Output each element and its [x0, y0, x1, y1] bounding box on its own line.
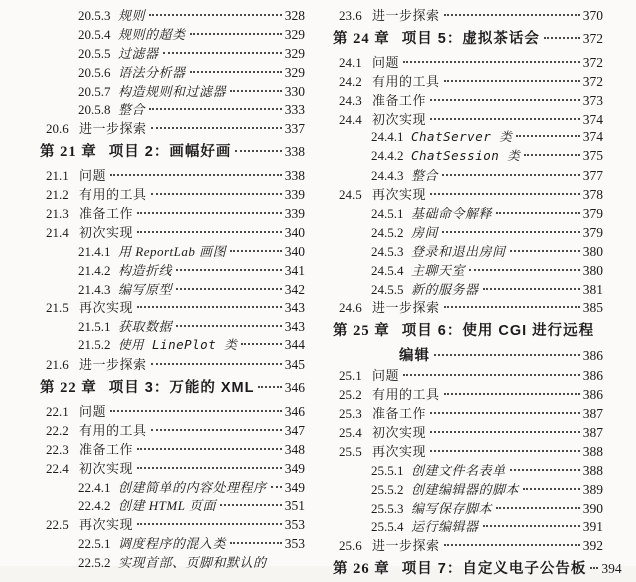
page-number: 372: [582, 54, 603, 70]
toc-entry: [333, 316, 603, 344]
entry-title: 初次实现: [79, 460, 134, 476]
page-number: 378: [582, 187, 603, 203]
entry-number: 25.3: [339, 406, 362, 422]
page-number: 338: [284, 168, 305, 184]
toc-entry: [333, 260, 603, 279]
entry-title: 新的服务器: [411, 281, 479, 297]
entry-title: 有用的工具: [79, 187, 147, 203]
entry-number: 24.5.1: [371, 206, 404, 222]
leader-dots: [523, 488, 580, 490]
page-number: 347: [284, 422, 305, 438]
entry-number: 21.5.1: [78, 319, 111, 335]
toc-entry: [333, 403, 603, 422]
toc-entry: [333, 222, 603, 241]
leader-dots: [442, 231, 580, 233]
leader-dots: [137, 212, 282, 214]
page-number: 391: [582, 519, 603, 535]
entry-number: 20.5.4: [78, 26, 111, 42]
leader-dots: [510, 250, 580, 252]
entry-title: 编写原型: [118, 281, 173, 297]
entry-title: 再次实现: [79, 300, 134, 316]
page-number: 342: [284, 281, 305, 297]
entry-title: 使用 LinePlot 类: [118, 337, 238, 353]
toc-entry: [333, 422, 603, 441]
toc-entry: [333, 344, 603, 365]
page-number: 385: [582, 300, 603, 316]
entry-title: 进一步探索: [372, 300, 440, 316]
entry-title: 整合: [411, 168, 439, 184]
toc-entry: [333, 146, 603, 165]
toc-entry: [40, 5, 305, 24]
toc-entry: [40, 316, 305, 335]
toc-entry: [40, 99, 305, 118]
leader-dots: [483, 525, 580, 527]
toc-entry: [333, 479, 603, 498]
page-number: 338: [284, 144, 305, 160]
entry-number: 24.5.5: [371, 281, 404, 297]
toc-entry: [333, 554, 622, 582]
entry-number: 22.4.2: [78, 498, 111, 514]
entry-number: 22.1: [46, 404, 69, 420]
entry-title: 准备工作: [79, 206, 134, 222]
leader-dots: [151, 429, 282, 431]
leader-dots: [403, 61, 580, 63]
entry-number: 25.5.2: [371, 481, 404, 497]
page-number: 388: [582, 462, 603, 478]
page-number: 379: [582, 206, 603, 222]
page-number: 386: [582, 348, 603, 364]
page-number: 330: [284, 83, 305, 99]
toc-entry: [333, 498, 603, 517]
entry-title: 再次实现: [372, 187, 427, 203]
leader-dots: [434, 354, 580, 356]
entry-number: 25.5.3: [371, 500, 404, 516]
leader-dots: [137, 523, 282, 525]
toc-entry: [333, 52, 603, 71]
leader-dots: [149, 14, 282, 16]
entry-number: 20.5.8: [78, 102, 111, 118]
leader-dots: [163, 52, 282, 54]
entry-number: 21.5: [46, 300, 69, 316]
entry-number: 22.3: [46, 441, 69, 457]
toc-entry: [333, 279, 603, 298]
leader-dots: [241, 343, 281, 345]
toc-entry: [40, 222, 305, 241]
entry-number: 第 21 章: [40, 144, 97, 161]
toc-entry: [40, 184, 305, 203]
leader-dots: [430, 118, 580, 120]
entry-number: 25.6: [339, 538, 362, 554]
entry-title: 房间: [411, 224, 439, 240]
leader-dots: [176, 325, 282, 327]
entry-title: 有用的工具: [79, 422, 147, 438]
leader-dots: [544, 37, 580, 39]
entry-title: 进一步探索: [372, 538, 440, 554]
entry-number: 24.2: [339, 73, 362, 89]
leader-dots: [230, 90, 282, 92]
page-number: 389: [582, 481, 603, 497]
toc-entry: [40, 43, 305, 62]
leader-dots: [190, 33, 282, 35]
leader-dots: [190, 71, 282, 73]
toc-entry: [333, 516, 603, 535]
entry-title: 进一步探索: [79, 121, 147, 137]
toc-entry: [333, 384, 603, 403]
leader-dots: [430, 193, 580, 195]
toc-entry: [40, 495, 305, 514]
entry-number: 22.5.1: [78, 536, 111, 552]
entry-title: 项目 5：虚拟茶话会: [401, 30, 540, 47]
entry-title: 准备工作: [372, 406, 427, 422]
entry-title: 实现首部、页脚和默认的: [118, 555, 267, 571]
entry-title: 主聊天室: [411, 262, 466, 278]
toc-entry: [333, 241, 603, 260]
leader-dots: [444, 80, 580, 82]
page-number: 344: [284, 337, 305, 353]
toc-entry: [333, 460, 603, 479]
toc-entry: [333, 165, 603, 184]
toc-entry: [40, 420, 305, 439]
leader-dots: [483, 288, 580, 290]
page-number: 373: [582, 92, 603, 108]
toc-entry: [40, 137, 305, 165]
entry-number: 24.5: [339, 187, 362, 203]
leader-dots: [149, 108, 282, 110]
entry-number: 23.6: [339, 8, 362, 23]
toc-entry: [333, 441, 603, 460]
entry-title: 构造折线: [118, 262, 173, 278]
leader-dots: [137, 448, 282, 450]
entry-title: 问题: [79, 168, 107, 184]
entry-number: 21.4.3: [78, 281, 111, 297]
page-number: 341: [284, 262, 305, 278]
entry-number: 25.5.1: [371, 462, 404, 478]
page-number: 387: [582, 406, 603, 422]
entry-title: 初次实现: [372, 111, 427, 127]
entry-title: 用 ReportLab 画图: [118, 243, 227, 259]
entry-number: 22.4.1: [78, 479, 111, 495]
entry-title: 再次实现: [372, 443, 427, 459]
toc-entry: [40, 241, 305, 260]
page-number: 380: [582, 262, 603, 278]
page-number: 340: [284, 243, 305, 259]
leader-dots: [496, 507, 580, 509]
entry-title: 项目 6：使用 CGI 进行远程: [401, 323, 595, 340]
entry-number: 25.2: [339, 387, 362, 403]
leader-dots: [137, 306, 282, 308]
entry-title: 规则: [118, 8, 146, 23]
entry-number: 24.1: [339, 54, 362, 70]
page-number: 329: [284, 26, 305, 42]
leader-dots: [430, 99, 580, 101]
toc-entry: [40, 260, 305, 279]
leader-dots: [151, 127, 282, 129]
toc-entry: [40, 279, 305, 298]
page-number: 379: [582, 224, 603, 240]
page-number: 386: [582, 387, 603, 403]
page-number: 390: [582, 500, 603, 516]
leader-dots: [442, 174, 580, 176]
entry-number: 21.2: [46, 187, 69, 203]
page-number: 388: [582, 443, 603, 459]
leader-dots: [496, 212, 580, 214]
toc-entry: [333, 535, 603, 554]
entry-number: 25.1: [339, 368, 362, 384]
entry-number: 第 22 章: [40, 380, 97, 397]
toc-entry: [40, 439, 305, 458]
entry-number: 21.4: [46, 224, 69, 240]
page-number: 329: [284, 64, 305, 80]
entry-title: 调度程序的混入类: [118, 536, 227, 552]
entry-title: 项目 3：万能的 XML: [108, 380, 255, 397]
page-number: 345: [284, 357, 305, 373]
toc-entry: [40, 458, 305, 477]
entry-number: 20.5.3: [78, 8, 111, 23]
page-number: 387: [582, 425, 603, 441]
toc-entry: [40, 24, 305, 43]
leader-dots: [137, 467, 282, 469]
leader-dots: [444, 393, 580, 395]
toc-entry: [40, 354, 305, 373]
page-number: 351: [284, 498, 305, 514]
leader-dots: [220, 504, 282, 506]
toc-entry: [40, 62, 305, 81]
toc-entry: [333, 127, 603, 146]
entry-title: 语法分析器: [118, 64, 186, 80]
entry-number: 24.4.2: [371, 148, 404, 164]
page-number: 380: [582, 243, 603, 259]
entry-number: 24.5.3: [371, 243, 404, 259]
entry-title: 问题: [372, 54, 400, 70]
toc-entry: [333, 24, 603, 52]
page-number: 346: [284, 404, 305, 420]
toc-entry: [333, 71, 603, 90]
entry-title: 有用的工具: [372, 73, 440, 89]
entry-title: 进一步探索: [372, 8, 440, 23]
page-number: 372: [582, 73, 603, 89]
entry-title: 基础命令解释: [411, 206, 493, 222]
entry-number: 25.5.4: [371, 519, 404, 535]
entry-title: 编写保存脚本: [411, 500, 493, 516]
entry-number: 24.5.2: [371, 224, 404, 240]
entry-number: 20.5.6: [78, 64, 111, 80]
toc-entry: [40, 552, 305, 571]
toc-entry: [333, 5, 603, 24]
entry-number: 24.5.4: [371, 262, 404, 278]
page-number: 343: [284, 319, 305, 335]
entry-number: 20.6: [46, 121, 69, 137]
entry-title: 有用的工具: [372, 387, 440, 403]
leader-dots: [110, 174, 282, 176]
entry-number: 21.3: [46, 206, 69, 222]
entry-number: 25.5: [339, 443, 362, 459]
toc-entry: [333, 365, 603, 384]
leader-dots: [235, 150, 281, 152]
entry-number: 第 24 章: [333, 30, 390, 47]
toc-column-left: [0, 5, 318, 571]
entry-title: 再次实现: [79, 517, 134, 533]
entry-number: 22.5.2: [78, 555, 111, 571]
entry-number: 20.5.5: [78, 45, 111, 61]
page-number: 394: [601, 561, 622, 577]
page-number: 392: [582, 538, 603, 554]
entry-number: 第 26 章: [333, 561, 390, 578]
leader-dots: [590, 567, 598, 569]
toc-entry: [40, 477, 305, 496]
entry-number: 24.4.3: [371, 168, 404, 184]
leader-dots: [258, 386, 281, 388]
toc-entry: [333, 109, 603, 128]
entry-title: 初次实现: [372, 425, 427, 441]
entry-title: 进一步探索: [79, 357, 147, 373]
page-number: 340: [284, 224, 305, 240]
entry-title: 整合: [118, 102, 146, 118]
entry-number: 25.4: [339, 425, 362, 441]
page-number: 349: [284, 479, 305, 495]
entry-title: 初次实现: [79, 224, 134, 240]
page-number: 339: [284, 206, 305, 222]
entry-title: 项目 7：自定义电子公告板: [401, 561, 587, 578]
entry-number: 20.5.7: [78, 83, 111, 99]
entry-title: 运行编辑器: [411, 519, 479, 535]
entry-title: 编辑: [399, 348, 430, 365]
page-number: 339: [284, 187, 305, 203]
entry-number: 22.2: [46, 422, 69, 438]
entry-number: 22.5: [46, 517, 69, 533]
leader-dots: [230, 250, 282, 252]
page-number: 337: [284, 121, 305, 137]
entry-title: 构造规则和过滤器: [118, 83, 227, 99]
page-number: 374: [582, 129, 603, 145]
page-number: 386: [582, 368, 603, 384]
toc-column-right: [318, 5, 636, 578]
page-number: 333: [284, 102, 305, 118]
leader-dots: [151, 363, 282, 365]
toc-entry: [333, 184, 603, 203]
page-number: 353: [284, 536, 305, 552]
leader-dots: [444, 306, 580, 308]
entry-number: 第 25 章: [333, 323, 390, 340]
entry-title: 问题: [372, 368, 400, 384]
toc-entry: [40, 118, 305, 137]
entry-number: 24.3: [339, 92, 362, 108]
page-number: 349: [284, 460, 305, 476]
leader-dots: [469, 269, 580, 271]
leader-dots: [176, 269, 282, 271]
entry-title: 过滤器: [118, 45, 159, 61]
toc-entry: [40, 203, 305, 222]
entry-title: ChatServer 类: [411, 129, 513, 145]
page-number: 343: [284, 300, 305, 316]
entry-title: 创建简单的内容处理程序: [118, 479, 267, 495]
page-number: 370: [582, 8, 603, 23]
leader-dots: [430, 450, 580, 452]
entry-title: 创建编辑器的脚本: [411, 481, 520, 497]
leader-dots: [430, 431, 580, 433]
page-number: 346: [284, 380, 305, 396]
toc-entry: [40, 165, 305, 184]
toc-entry: [333, 90, 603, 109]
entry-number: 24.4: [339, 111, 362, 127]
toc-entry: [333, 203, 603, 222]
entry-title: 项目 2：画幅好画: [108, 144, 232, 161]
page-number: 353: [284, 517, 305, 533]
toc-entry: [40, 81, 305, 100]
toc-entry: [40, 401, 305, 420]
toc-entry: [40, 335, 305, 354]
entry-number: 21.5.2: [78, 337, 111, 353]
leader-dots: [444, 544, 580, 546]
toc-entry: [333, 297, 603, 316]
page-number: 375: [582, 148, 603, 164]
page-number: 372: [582, 30, 603, 46]
leader-dots: [176, 288, 282, 290]
entry-title: 规则的超类: [118, 26, 186, 42]
leader-dots: [110, 410, 282, 412]
entry-number: 22.4: [46, 460, 69, 476]
entry-title: 获取数据: [118, 319, 173, 335]
toc-entry: [40, 533, 305, 552]
page-number: 328: [284, 8, 305, 23]
page-number: 381: [582, 281, 603, 297]
entry-number: 24.4.1: [371, 129, 404, 145]
entry-title: 登录和退出房间: [411, 243, 506, 259]
entry-title: 创建 HTML 页面: [118, 498, 216, 514]
entry-title: 创建文件名表单: [411, 462, 506, 478]
page-number: 329: [284, 45, 305, 61]
entry-number: 21.4.2: [78, 262, 111, 278]
page-number: 377: [582, 168, 603, 184]
leader-dots: [403, 374, 580, 376]
leader-dots: [271, 486, 282, 488]
leader-dots: [137, 231, 282, 233]
entry-number: 21.4.1: [78, 243, 111, 259]
entry-number: 21.6: [46, 357, 69, 373]
page-number: 374: [582, 111, 603, 127]
page-number: 348: [284, 441, 305, 457]
entry-title: 问题: [79, 404, 107, 420]
leader-dots: [151, 193, 282, 195]
toc-entry: [40, 297, 305, 316]
leader-dots: [510, 469, 580, 471]
toc-entry: [40, 373, 305, 401]
entry-number: 21.1: [46, 168, 69, 184]
leader-dots: [516, 135, 579, 137]
entry-title: 准备工作: [372, 92, 427, 108]
entry-number: 24.6: [339, 300, 362, 316]
leader-dots: [230, 542, 282, 544]
toc-entry: [40, 514, 305, 533]
entry-title: ChatSession 类: [411, 148, 521, 164]
leader-dots: [524, 154, 579, 156]
leader-dots: [430, 412, 580, 414]
entry-title: 准备工作: [79, 441, 134, 457]
leader-dots: [444, 14, 580, 16]
